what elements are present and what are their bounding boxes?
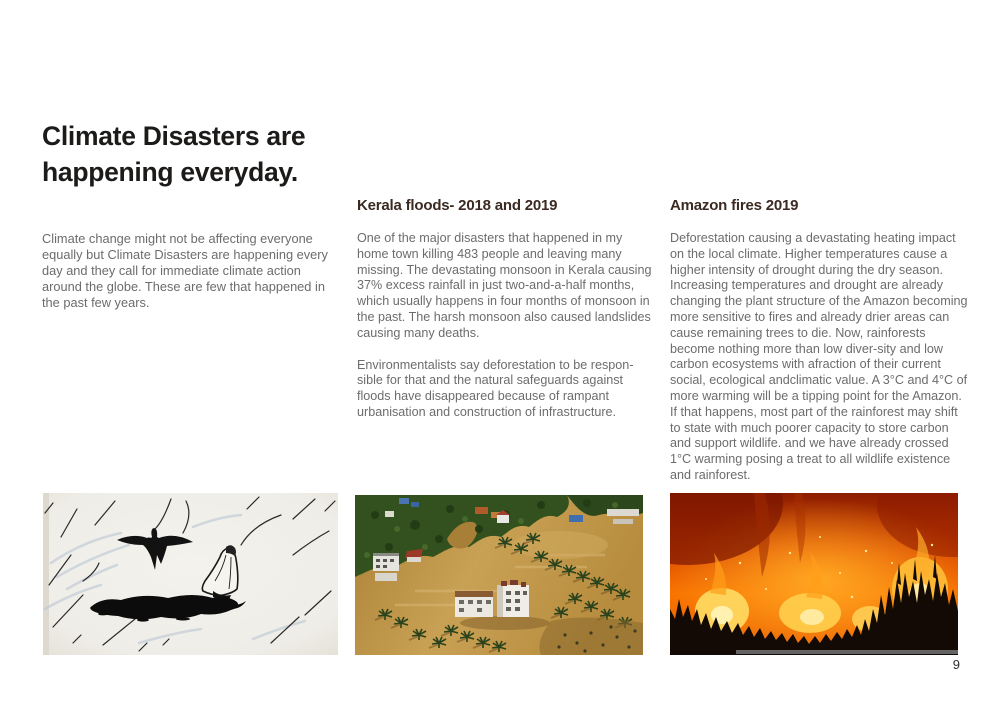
- amazon-heading: Amazon fires 2019: [670, 197, 799, 214]
- amazon-forest-fire-photograph: [670, 493, 958, 655]
- article-kerala-floods: [357, 197, 657, 437]
- kerala-paragraph-1: One of the major disasters that happened in my home town killing 483 people and leaving many missing. The devastating monsoon in Kerala causing 37% excess rainfall in just two-and-a-half months, which usually happens in four months of monsoon in the past. The harsh monsoon also caused landslides causing many deaths.: [357, 231, 652, 340]
- kerala-heading: Kerala floods- 2018 and 2019: [357, 197, 558, 214]
- amazon-paragraph-1: Deforestation causing a devastating heating impact on the local climate. Higher temperatures cause a higher intensity of drought during the dry season. Increasing temperatures and drought are already changing the plant structure of the Amazon becoming more sensitive to fires and already drier areas can cause remaining trees to die. Now, rainforests become nothing more than low diver-sity and low carbon ecosystems with afraction of their current social, ecological andclimatic value. A 3°C and 4°C of more warming will be a tipping point for the Amazon. If that happens, most part of the rainforest may shift to state with much poorer capacity to store carbon and support wildlife. and we have already crossed 1°C warming posing a treat to all wildlife existence and rainforest.: [670, 231, 968, 482]
- kerala-flood-aerial-photograph: [355, 495, 643, 655]
- blue-roof-house: [399, 498, 409, 504]
- page-title-line1: Climate Disasters are: [42, 121, 306, 151]
- page-title: [42, 118, 372, 190]
- ink-drawing-bird-and-cloaked-figure: [43, 493, 338, 655]
- kerala-paragraph-2: Environmentalists say deforestation to be respon-sible for that and the natural safeguards against floods have disappeared because of rampant urbanisation and construction of infrastructure.: [357, 357, 634, 419]
- flood-photo-image: [355, 495, 643, 655]
- page-title-line2: happening everyday.: [42, 157, 298, 187]
- white-building: [373, 555, 399, 571]
- fire-photo-image: [670, 493, 958, 655]
- page-number: 9: [952, 657, 960, 672]
- article-amazon-fires: [670, 197, 970, 500]
- ink-drawing-image: [43, 493, 338, 655]
- orange-roof-house: [475, 507, 488, 514]
- title-block: [42, 118, 372, 190]
- blue-tarp-roof: [569, 515, 583, 522]
- intro-paragraph: Climate change might not be affecting everyone equally but Climate Disasters are happening every day and they call for immediate climate action around the globe. These are few that happened in the past few years.: [42, 231, 328, 310]
